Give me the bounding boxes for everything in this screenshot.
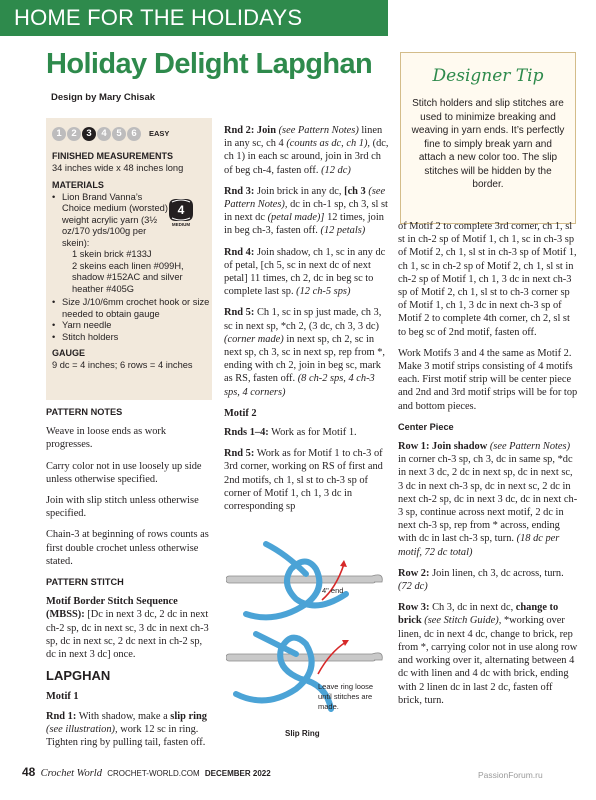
rnd-count: (12 dc)	[321, 164, 351, 176]
rnd-label: Rnd 1:	[46, 710, 77, 722]
row-label: Row 1: Join shadow	[398, 441, 488, 453]
pattern-note: Weave in loose ends as work progresses.	[46, 426, 167, 451]
finished-measurements-heading: FINISHED MEASUREMENTS	[52, 151, 174, 161]
materials-needle: • Yarn needle	[52, 320, 210, 332]
rnd-note: (see Pattern Notes),	[224, 185, 386, 211]
rnd-text: Work as for Motif 1.	[271, 427, 357, 439]
mbss-name: Motif Border Stitch Sequence (MBSS):	[46, 596, 178, 621]
designer-tip-text: Stitch holders and slip stitches are used to minimize breaking and weaving in yarn ends. It’s perfectly fine to simply break yarn and attach a new color too. The slip stitches will be hidden by the border.	[411, 98, 565, 190]
magazine-site: CROCHET-WORLD.COM	[107, 769, 200, 778]
issue-date: DECEMBER 2022	[204, 769, 271, 778]
materials-hook: • Size J/10/6mm crochet hook or size needed to obtain gauge	[52, 297, 210, 320]
rnd-note: (counts as dc, ch 1),	[286, 138, 371, 150]
materials-skein-brick: 1 skein brick #133J	[72, 249, 152, 259]
mbss-paragraph	[46, 595, 214, 661]
materials-holders: • Stitch holders	[52, 332, 210, 344]
row-stitch: change to brick	[398, 602, 559, 627]
rnd-note: (see illustration),	[46, 723, 118, 735]
row-text: *working over linen, dc in next 4 dc, change to brick, rep from *, carrying color not in use along row and working over it, alternating between 4 dc with linen and 4 dc with brick, ending with 2 linen dc in last 2 dc, fasten off brick, turn.	[398, 615, 578, 706]
motif2-continued: of Motif 2 to complete 3rd corner, ch 1, sl st in ch-2 sp of Motif 1, ch 1, sc in ch-3 sp of Motif 2, ch 1, sl st in ch-3 sp of Motif 1, ch 1, sc in ch-2 sp of Motif 2, ch 1, sl st in ch-2 sp of Motif 1, ch 1, 3 dc in next ch-3 sp of Motif 2, ch 1, sl st to ch-3 corner sp of Motif 1, ch 1, 3 dc in next ch-3 sp of Motif 2 to complete 4th corner, ch 2, sl st to beg sc of 2nd motif, fasten off.	[398, 221, 577, 338]
row-label: Row 2:	[398, 567, 430, 579]
center-piece-heading: Center Piece	[398, 421, 454, 432]
column-2	[224, 124, 390, 521]
byline: Design by Mary Chisak	[51, 92, 156, 103]
rnd-text: linen in any sc, ch 4	[224, 125, 383, 150]
slip-ring-term: slip ring	[170, 710, 207, 722]
pattern-notes-heading: PATTERN NOTES	[46, 407, 123, 417]
skill-level	[52, 126, 210, 142]
skill-level-5: 5	[112, 127, 126, 141]
rnd-label: Rnd 5:	[224, 448, 255, 460]
rnd-text: Join brick in any dc,	[256, 185, 342, 197]
motif2-rnd5-paragraph	[224, 447, 390, 513]
rnd-text: work 12 sc in ring. Tighten ring by pulling tail, fasten off.	[46, 723, 206, 749]
row2-paragraph	[398, 567, 578, 593]
materials-yarn: • Lion Brand Vanna’s Choice medium (worsted) weight acrylic yarn (3½ oz/170 yds/100g per skein):	[52, 192, 170, 250]
rnd-note: (corner made)	[224, 333, 284, 345]
gauge-heading: GAUGE	[52, 348, 86, 358]
arrow-head-top	[340, 560, 347, 567]
row3-paragraph	[398, 601, 578, 707]
row1-paragraph	[398, 440, 578, 559]
rnd-label: Rnd 4:	[224, 246, 255, 258]
pattern-note: Join with slip stitch unless otherwise specified.	[46, 495, 199, 520]
designer-tip-title: Designer Tip	[432, 66, 544, 86]
rnd3-paragraph	[224, 185, 390, 238]
rnd-label: Rnd 3:	[224, 185, 255, 197]
motif1-heading: Motif 1	[46, 691, 79, 703]
lapghan-heading: LAPGHAN	[46, 668, 111, 684]
row-count: (18 dc per motif, 72 dc total)	[398, 533, 560, 558]
rnd-text: Join shadow, ch 1, sc in any dc of petal, [ch 5, sc in next dc of next petal] 11 times, ch 2, dc in beg sc to complete last sp.	[224, 246, 386, 298]
rnd-count: (12 petals)	[320, 225, 366, 237]
skill-level-2: 2	[67, 127, 81, 141]
row-count: (72 dc)	[398, 581, 428, 593]
slip-ring-illustration	[226, 534, 396, 744]
section-title: HOME FOR THE HOLIDAYS	[14, 5, 303, 30]
rnd-note: (petal made)]	[267, 212, 325, 224]
rnd-count: (12 ch-5 sps)	[296, 286, 351, 298]
rnd-text: With shadow, make a	[78, 710, 168, 722]
pattern-note: Carry color not in use loosely up side unless otherwise specified.	[46, 460, 202, 485]
magazine-name: Crochet World	[40, 768, 102, 779]
watermark: PassionForum.ru	[478, 770, 543, 780]
yarn-weight-label: MEDIUM	[171, 222, 191, 226]
rnd5-paragraph	[224, 306, 390, 398]
rnd-text: (dc, ch 1) in each sc around, join in 3rd ch of beg ch-4, fasten off.	[224, 138, 389, 176]
materials-heading: MATERIALS	[52, 180, 104, 190]
skill-level-6: 6	[127, 127, 141, 141]
rnd-count: (8 ch-2 sps, 4 ch-3 sps, 4 corners)	[224, 373, 375, 398]
finished-measurements: 34 inches wide x 48 inches long	[52, 162, 184, 173]
rnd1-paragraph	[46, 710, 214, 750]
crochet-hook-bottom	[226, 653, 382, 661]
illustration-note-end: 4" end	[322, 586, 344, 595]
row-text: Join linen, ch 3, dc across, turn.	[432, 567, 564, 579]
rnd-stitch: [ch 3	[344, 185, 366, 197]
rnd-text: Work as for Motif 1 to ch-3 of 3rd corner, working on RS of first and 2nd motifs, ch 1, sl st to ch-3 sp of corner of Motif 1, ch 1, 3 dc in corresponding sp	[224, 448, 383, 513]
rnd2-paragraph	[224, 124, 390, 177]
illustration-caption: Slip Ring	[285, 729, 320, 738]
column-3	[398, 220, 578, 715]
mbss-text: [Dc in next 3 dc, 2 dc in next ch-2 sp, dc in next sc, 3 dc in next ch-3 sp, dc in next sc, 2 dc next in ch-2 sp, dc in next 3 dc] once.	[46, 609, 209, 661]
section-banner	[0, 0, 388, 36]
yarn-loop-bottom	[236, 634, 331, 709]
pattern-note: Chain-3 at beginning of rows counts as first double crochet unless otherwise stated.	[46, 529, 209, 567]
skill-level-3: 3	[82, 127, 96, 141]
motif-strips-paragraph: Work Motifs 3 and 4 the same as Motif 2. Make 3 motif strips consisting of 4 motifs each. First motif strip will be center piece and 2nd and 3rd motif strips will be for top and bottom pieces.	[398, 347, 578, 412]
row-text: Ch 3, dc in next dc,	[432, 602, 514, 614]
rnd-note: (see Pattern Notes)	[278, 125, 359, 136]
rnd4-paragraph	[224, 246, 390, 299]
materials-skein-others: 2 skeins each linen #099H, shadow #152AC and silver heather #405G	[72, 260, 184, 294]
gauge-text: 9 dc = 4 inches; 6 rows = 4 inches	[52, 359, 193, 370]
skill-label: EASY	[149, 129, 170, 139]
skill-level-1: 1	[52, 127, 66, 141]
designer-tip-box	[400, 52, 576, 224]
rnd-text: 12 times, join in beg ch-3, fasten off.	[224, 212, 384, 237]
pattern-stitch-heading: PATTERN STITCH	[46, 577, 124, 588]
skill-level-4: 4	[97, 127, 111, 141]
page-title: Holiday Delight Lapghan	[46, 48, 373, 80]
rnds14-paragraph	[224, 426, 390, 439]
materials-sidebar	[46, 118, 212, 400]
rnd-label: Rnd 5:	[224, 307, 255, 319]
yarn-weight-number: 4	[177, 203, 185, 217]
yarn-weight-icon	[166, 196, 196, 226]
illustration-note-ring: Leave ring loose until stitches are made.	[318, 682, 374, 711]
row-note: (see Pattern Notes)	[489, 441, 571, 453]
row-label: Row 3:	[398, 602, 430, 614]
row-text: in corner ch-3 sp, ch 3, dc in same sp, *dc in next 3 dc, 2 dc in next sp, dc in next sc, 3 dc in next ch-3 sp, dc in next sc, 2 dc in next ch-2 sp, dc in next 3 dc, dc in next ch-3 sp, continue across next motif, 2 dc in next ch-3 sp, rep from * across, ending with dc in last ch-3 sp, turn.	[398, 454, 578, 545]
rnd-label: Rnds 1–4:	[224, 427, 269, 439]
column-1	[46, 406, 214, 757]
rnd-text: in next sp, ch 2, sc in next sp, ch 3, sc in next sp, rep from *, ending with ch 2, join in beg sc, mark as RS, fasten off.	[224, 333, 386, 385]
page-number: 48	[22, 765, 36, 779]
rnd-text: dc in ch-1 sp, ch 3, sl st in next dc	[224, 199, 388, 224]
rnd-text: Ch 1, sc in sp just made, ch 3, sc in next sp, *ch 2, (3 dc, ch 3, 3 dc)	[224, 307, 382, 332]
rnd-label: Rnd 2: Join	[224, 125, 276, 136]
page-footer	[22, 765, 271, 779]
motif2-heading: Motif 2	[224, 407, 257, 419]
row-note: (see Stitch Guide),	[424, 615, 502, 627]
